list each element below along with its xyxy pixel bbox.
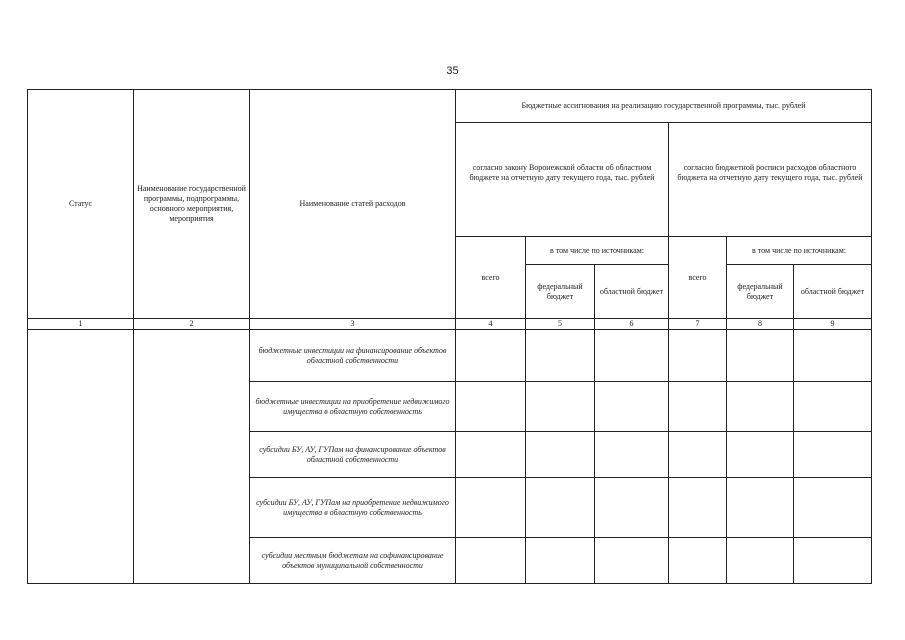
value-cell — [595, 432, 669, 478]
header-total-schedule: всего — [669, 237, 727, 319]
value-cell — [456, 382, 526, 432]
header-federal-schedule: федеральный бюджет — [727, 265, 794, 319]
header-regional-schedule: областной бюджет — [794, 265, 872, 319]
header-total-law: всего — [456, 237, 526, 319]
value-cell — [526, 382, 595, 432]
value-cell — [794, 330, 872, 382]
value-cell — [595, 330, 669, 382]
value-cell — [669, 382, 727, 432]
value-cell — [727, 432, 794, 478]
value-cell — [727, 330, 794, 382]
column-number: 6 — [595, 319, 669, 330]
value-cell — [727, 538, 794, 584]
value-cell — [526, 478, 595, 538]
value-cell — [595, 478, 669, 538]
column-number: 9 — [794, 319, 872, 330]
header-program-name: Наименование государственной программы, подпрограммы, основного мероприятия, мероприятия — [134, 90, 250, 319]
header-regional-law: областной бюджет — [595, 265, 669, 319]
column-number: 4 — [456, 319, 526, 330]
value-cell — [727, 382, 794, 432]
column-number-row — [28, 319, 872, 330]
header-including-law: в том числе по источникам: — [526, 237, 669, 265]
header-status: Статус — [28, 90, 134, 319]
expense-item-cell — [250, 382, 456, 432]
budget-table — [27, 89, 872, 584]
column-number: 3 — [250, 319, 456, 330]
column-number: 5 — [526, 319, 595, 330]
column-number: 7 — [669, 319, 727, 330]
expense-item-cell — [250, 432, 456, 478]
value-cell — [794, 382, 872, 432]
value-cell — [794, 538, 872, 584]
value-cell — [456, 538, 526, 584]
expense-item-text: субсидии БУ, АУ, ГУПам на финансирование объектов областной собственности — [259, 444, 446, 464]
value-cell — [595, 538, 669, 584]
value-cell — [526, 538, 595, 584]
column-number: 2 — [134, 319, 250, 330]
column-number: 1 — [28, 319, 134, 330]
table-row — [28, 330, 872, 382]
expense-item-cell — [250, 538, 456, 584]
program-name-cell — [134, 330, 250, 584]
value-cell — [456, 478, 526, 538]
header-expense-items: Наименование статей расходов — [250, 90, 456, 319]
column-number: 8 — [727, 319, 794, 330]
value-cell — [794, 478, 872, 538]
value-cell — [669, 478, 727, 538]
value-cell — [669, 538, 727, 584]
expense-item-text: бюджетные инвестиции на финансирование объектов областной собственности — [258, 345, 447, 365]
value-cell — [669, 432, 727, 478]
header-federal-law: федеральный бюджет — [526, 265, 595, 319]
value-cell — [727, 478, 794, 538]
header-by-law: согласно закону Воронежской области об областном бюджете на отчетную дату текущего года, тыс. рублей — [456, 123, 669, 237]
value-cell — [526, 330, 595, 382]
value-cell — [456, 330, 526, 382]
expense-item-cell — [250, 478, 456, 538]
expense-item-cell — [250, 330, 456, 382]
value-cell — [526, 432, 595, 478]
value-cell — [794, 432, 872, 478]
page-number: 35 — [446, 65, 459, 77]
expense-item-text: субсидии БУ, АУ, ГУПам на приобретение недвижимого имущества в областную собственность — [256, 497, 449, 517]
value-cell — [456, 432, 526, 478]
header-by-schedule: согласно бюджетной росписи расходов областного бюджета на отчетную дату текущего года, тыс. рублей — [669, 123, 872, 237]
expense-item-text: субсидии местным бюджетам на софинансирование объектов муниципальной собственности — [261, 550, 444, 570]
header-including-schedule: в том числе по источникам: — [727, 237, 872, 265]
status-cell — [28, 330, 134, 584]
value-cell — [669, 330, 727, 382]
expense-item-text: бюджетные инвестиции на приобретение недвижимого имущества в областную собственность — [255, 396, 450, 416]
header-budget-allocations: Бюджетные ассигнования на реализацию государственной программы, тыс. рублей — [456, 90, 872, 123]
value-cell — [595, 382, 669, 432]
